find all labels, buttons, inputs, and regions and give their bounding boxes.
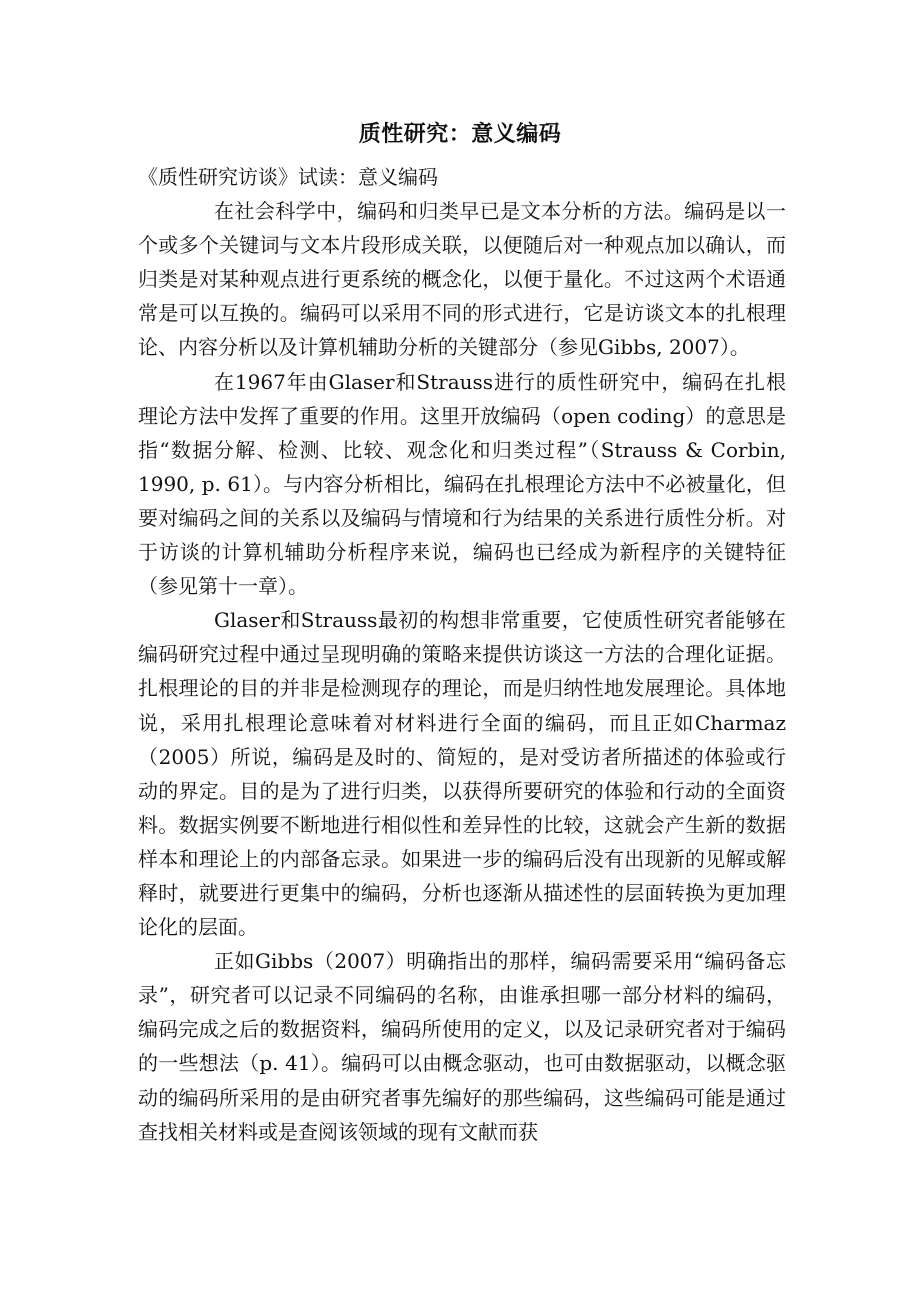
paragraph: 在社会科学中，编码和归类早已是文本分析的方法。编码是以一个或多个关键词与文本片段形成关联，以便随后对一种观点加以确认，而归类是对某种观点进行更系统的概念化，以便于量化。不过这两个术语通常是可以互换的。编码可以采用不同的形式进行，它是访谈文本的扎根理论、内容分析以及计算机辅助分析的关键部分（参见Gibbs, 2007）。 — [138, 199, 786, 360]
paragraph: Glaser和Strauss最初的构想非常重要，它使质性研究者能够在编码研究过程中通过呈现明确的策略来提供访谈这一方法的合理化证据。扎根理论的目的并非是检测现存的理论，而是归纳性地发展理论。具体地说，采用扎根理论意味着对材料进行全面的编码，而且正如Charmaz（2005）所说，编码是及时的、简短的，是对受访者所描述的体验或行动的界定。目的是为了进行归类，以获得所要研究的体验和行动的全面资料。数据实例要不断地进行相似性和差异性的比较，这就会产生新的数据样本和理论上的内部备忘录。如果进一步的编码后没有出现新的见解或解释时，就要进行更集中的编码，分析也逐渐从描述性的层面转换为更加理论化的层面。 — [138, 608, 786, 940]
document-subtitle: 《质性研究访谈》试读：意义编码 — [138, 165, 438, 189]
paragraph: 正如Gibbs（2007）明确指出的那样，编码需要采用“编码备忘录”，研究者可以记录不同编码的名称，由谁承担哪一部分材料的编码，编码完成之后的数据资料，编码所使用的定义，以及记录研究者对于编码的一些想法（p. 41）。编码可以由概念驱动，也可由数据驱动，以概念驱动的编码所采用的是由研究者事先编好的那些编码，这些编码可能是通过查找相关材料或是查阅该领域的现有文献而获 — [138, 949, 786, 1144]
document-title: 质性研究：意义编码 — [358, 122, 562, 147]
paragraph: 在1967年由Glaser和Strauss进行的质性研究中，编码在扎根理论方法中发挥了重要的作用。这里开放编码（open coding）的意思是指“数据分解、检测、比较、观念化和归类过程”（Strauss & Corbin, 1990, p. 61）。与内容分析相比，编码在扎根理论方法中不必被量化，但要对编码之间的关系以及编码与情境和行为结果的关系进行质性分析。对于访谈的计算机辅助分析程序来说，编码也已经成为新程序的关键特征（参见第十一章）。 — [138, 369, 786, 599]
document-body — [138, 160, 786, 1149]
